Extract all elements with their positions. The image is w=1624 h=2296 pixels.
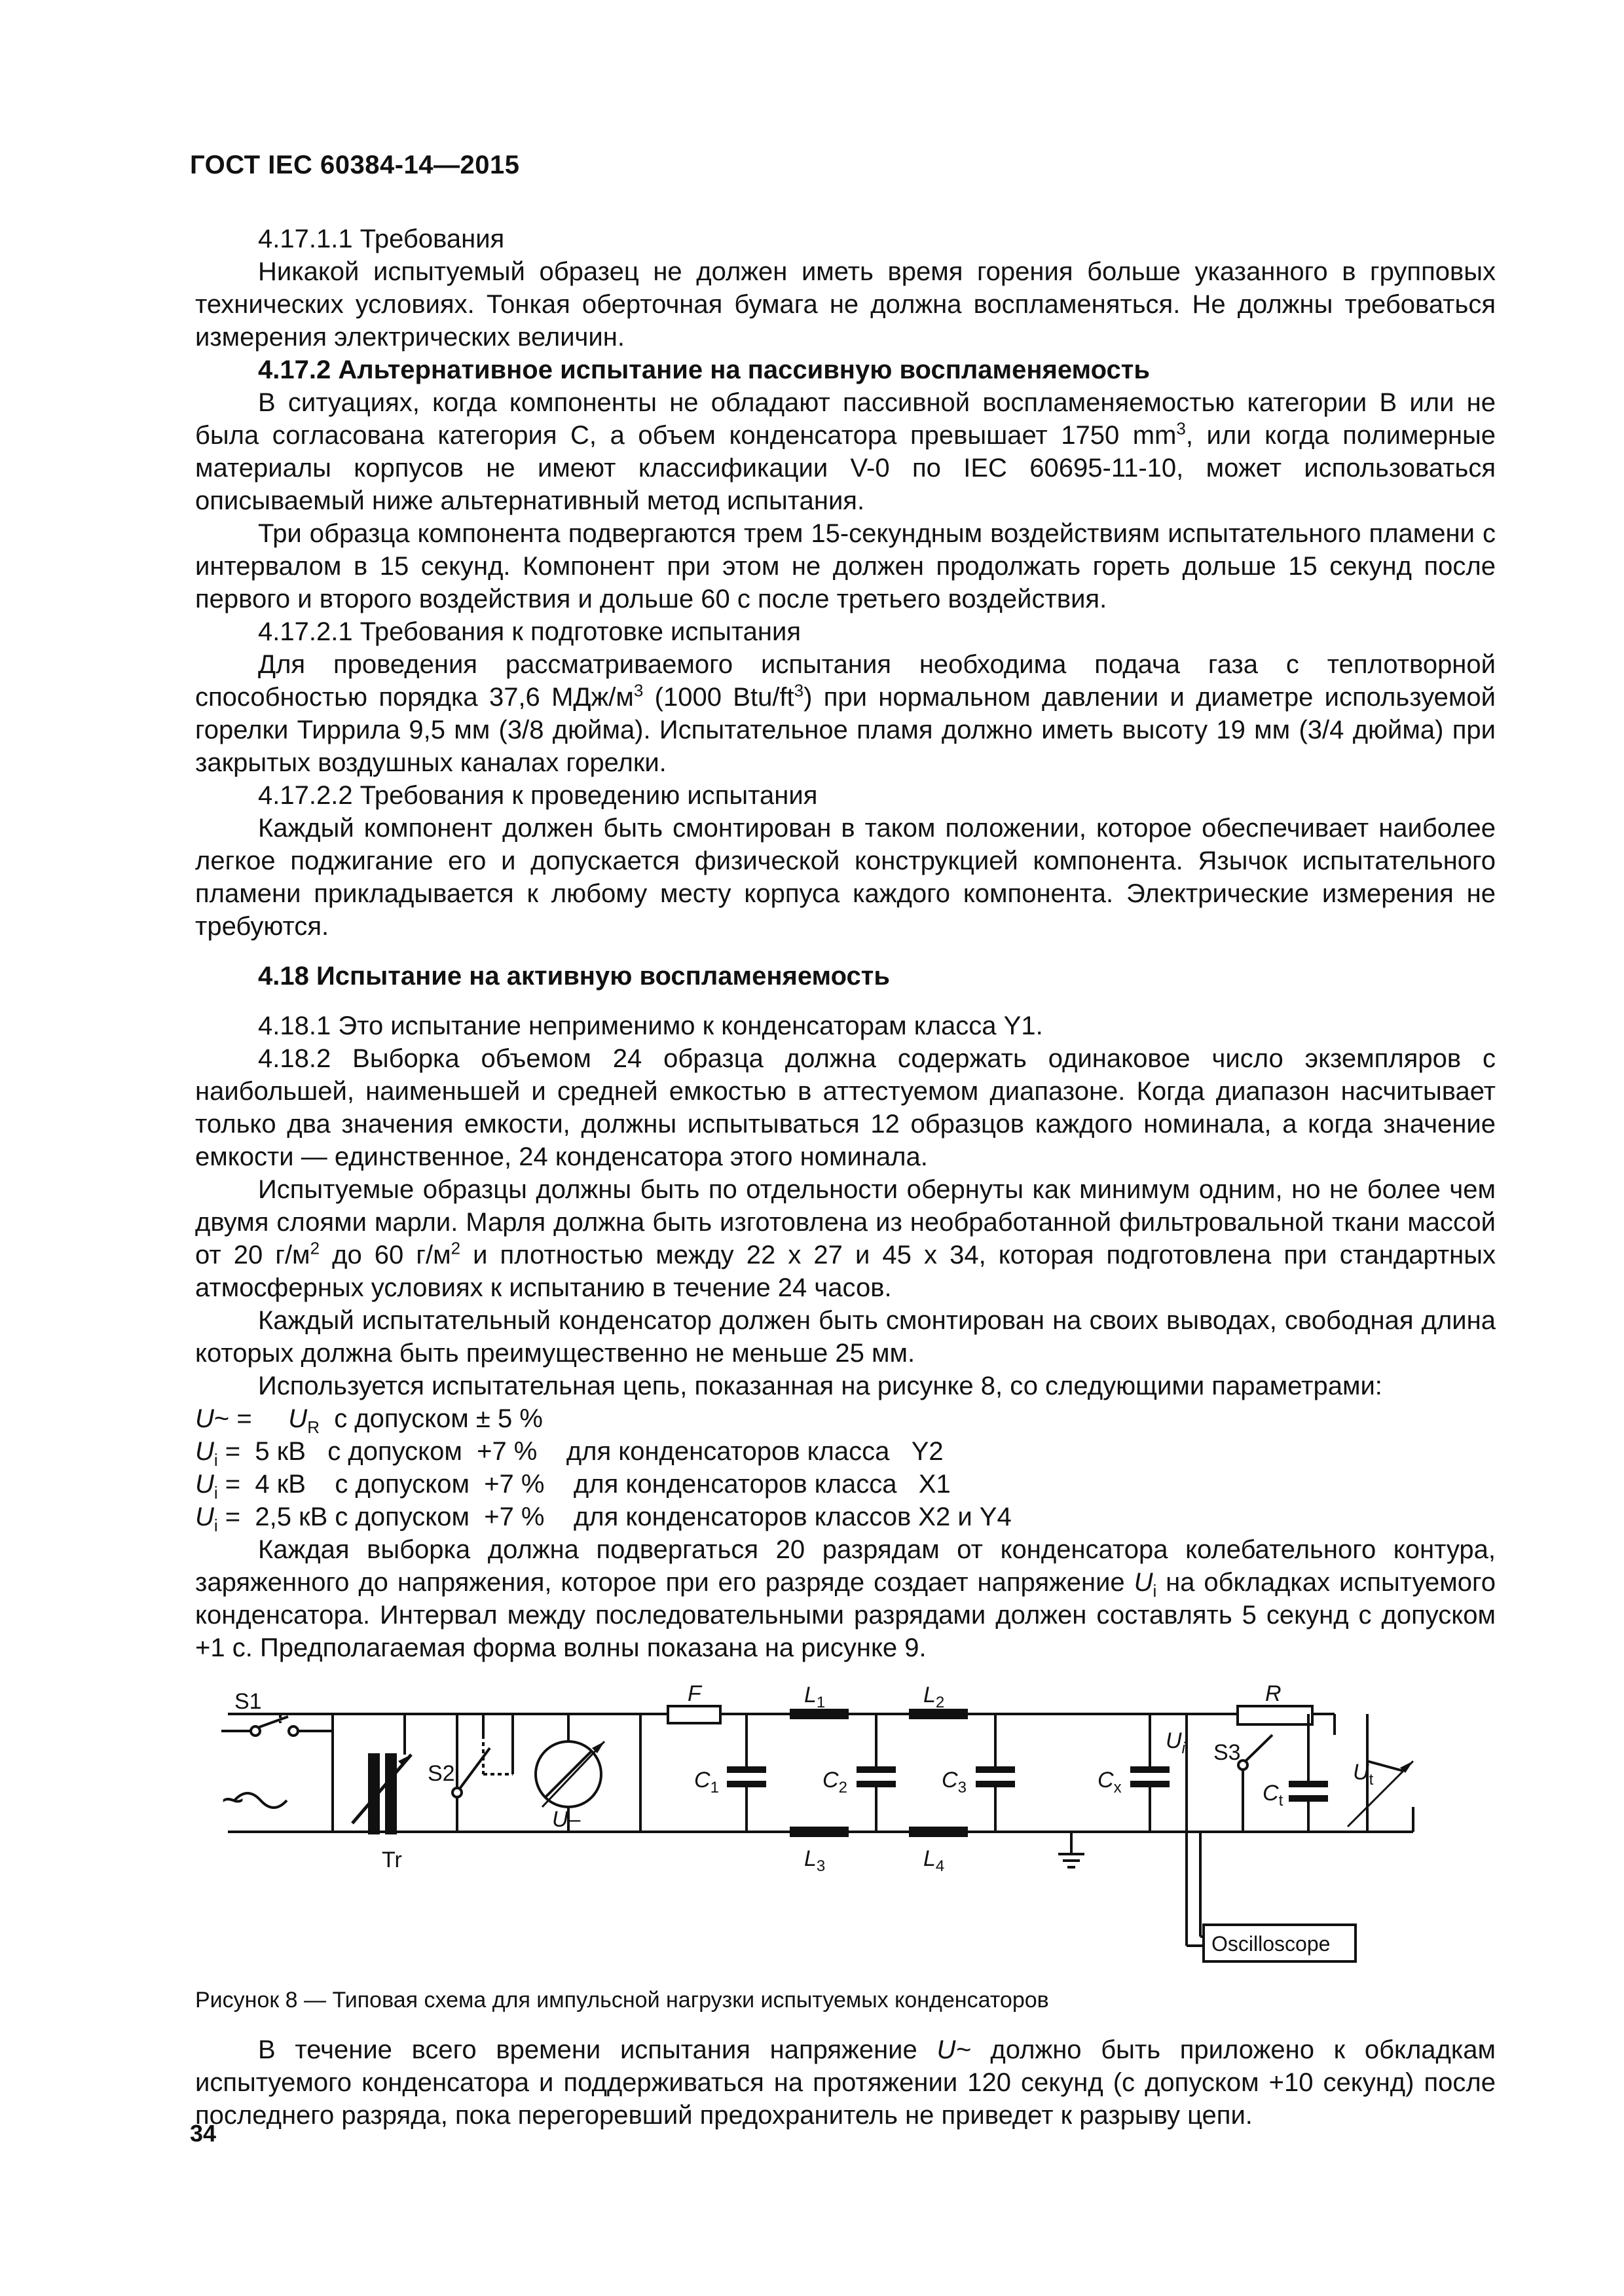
page-number: 34 [190,2120,217,2147]
section-heading: 4.18 Испытание на активную воспламеняемость [258,962,890,991]
c2-label: $C_2$ [822,1768,847,1796]
paragraph: Каждый испытательный конденсатор должен быть смонтирован на своих выводах, свободная длина которых должна быть преимущественно не меньше 25 мм. [195,1306,1496,1368]
paragraph: Каждый компонент должен быть смонтирован в таком положении, которое обеспечивает наиболее легкое поджигание его и допускается физической конструкцией компонента. Язычок испытательного пламени прикладывается к любому месту корпуса каждого компонента. Электрические измерения не требуются. [195,814,1496,941]
c3-label: $C_3$ [942,1768,967,1796]
clause-title: 4.17.2.1 Требования к подготовке испытания [258,617,802,646]
udc-label: U– [552,1807,581,1832]
ct-label: $C_t$ [1263,1781,1283,1810]
parameter-line: U~ = $U_R$ с допуском ± 5 % [195,1404,543,1437]
paragraph: Для проведения рассматриваемого испытания необходима подача газа с теплотворной способностью порядка 37,6 МДж/$м^3$ (1000 Btu/$ft^3$) при нормальном давлении и диаметре используемой горелки Тиррила 9,5 мм (3/8 дюйма). Испытательное пламя должно иметь высоту 19 мм (3/4 дюйма) при закрытых воздушных каналах горелки. [195,650,1496,777]
clause-title: 4.17.2.2 Требования к проведению испытания [258,781,818,810]
tr-label: Tr [382,1848,402,1872]
clause-title: 4.17.1.1 Требования [258,225,505,253]
figure-caption: Рисунок 8 — Типовая схема для импульсной нагрузки испытуемых конденсаторов [195,1988,1049,2013]
ui-label: $U_i$ [1166,1728,1185,1757]
oscilloscope-label: Oscilloscope [1211,1932,1331,1956]
f-label: F [688,1683,701,1706]
paragraph: Испытуемые образцы должны быть по отдельности обернуты как минимум одним, но не более чем двумя слоями марли. Марля должна быть изготовлена из необработанной фильтровальной ткани массой от 20 $г/м^2$ до 60 $г/м^2$ и плотностью между 22 х 27 и 45 х 34, которая подготовлена при стандартных атмосферных условиях к испытанию в течение 24 часов. [195,1175,1496,1302]
document-header: ГОСТ IEC 60384-14—2015 [190,151,520,179]
document-body [195,223,1496,2132]
l2-label: $L_2$ [923,1683,945,1711]
l1-label: $L_1$ [804,1683,826,1711]
r-label: R [1265,1683,1282,1706]
paragraph: Каждая выборка должна подвергаться 20 разрядам от конденсатора колебательного контура, заряженного до напряжения, которое при его разряде создает напряжение $U_i$ на обкладках испытуемого конденсатора. Интервал между последовательными разрядами должен составлять 5 секунд с допуском +1 с. Предполагаемая форма волны показана на рисунке 9. [195,1535,1496,1662]
paragraph: 4.18.2 Выборка объемом 24 образца должна содержать одинаковое число экземпляров с наибольшей, наименьшей и средней емкостью в аттестуемом диапазоне. Когда диапазон насчитывает только два значения емкости, должны испытываться 12 образцов каждого номинала, а когда значение емкости — единственное, 24 конденсатора этого номинала. [195,1044,1496,1171]
c1-label: $C_1$ [694,1768,719,1796]
s1-label: S1 [234,1689,262,1714]
section-heading: 4.17.2 Альтернативное испытание на пассивную воспламеняемость [258,355,1150,384]
paragraph: 4.18.1 Это испытание неприменимо к конденсаторам класса Y1. [258,1011,1043,1040]
ac-label: ~ [221,1778,245,1822]
s2-label: S2 [428,1761,455,1786]
cx-label: $C_x$ [1098,1768,1122,1796]
paragraph: В ситуациях, когда компоненты не обладают пассивной воспламеняемостью категории В или не была согласована категория С, а объем конденсатора превышает 1750 $mm^3$, или когда полимерные материалы корпусов не имеют классификации V-0 по IEC 60695-11-10, может использоваться описываемый ниже альтернативный метод испытания. [195,388,1496,515]
ut-label: $U_t$ [1353,1760,1374,1789]
parameter-line: $U_i = 4$ кВ с допуском +7 % для конденсаторов класса X1 [195,1470,951,1503]
paragraph: Никакой испытуемый образец не должен иметь время горения больше указанного в групповых технических условиях. Тонкая оберточная бумага не должна воспламеняться. Не должны требоваться измерения электрических величин. [195,257,1496,352]
paragraph: Три образца компонента подвергаются трем 15-секундным воздействиям испытательного пламени с интервалом в 15 секунд. Компонент при этом не должен продолжать гореть дольше 15 секунд после первого и второго воздействия и дольше 60 с после третьего воздействия. [195,519,1496,613]
l3-label: $L_3$ [804,1846,826,1875]
circuit-diagram-figure [195,1683,1496,1984]
parameter-line: $U_i = 2,5$ кВ с допуском +7 % для конденсаторов классов X2 и Y4 [195,1503,1012,1535]
s3-label: S3 [1213,1740,1241,1765]
parameter-line: $U_i = 5$ кВ с допуском +7 % для конденсаторов класса Y2 [195,1437,944,1470]
paragraph: В течение всего времени испытания напряжение U~ должно быть приложено к обкладкам испытуемого конденсатора и поддерживаться на протяжении 120 секунд (с допуском +10 секунд) после последнего разряда, пока перегоревший предохранитель не приведет к разрыву цепи. [195,2035,1496,2130]
l4-label: $L_4$ [923,1846,945,1875]
paragraph: Используется испытательная цепь, показанная на рисунке 8, со следующими параметрами: [258,1372,1382,1400]
